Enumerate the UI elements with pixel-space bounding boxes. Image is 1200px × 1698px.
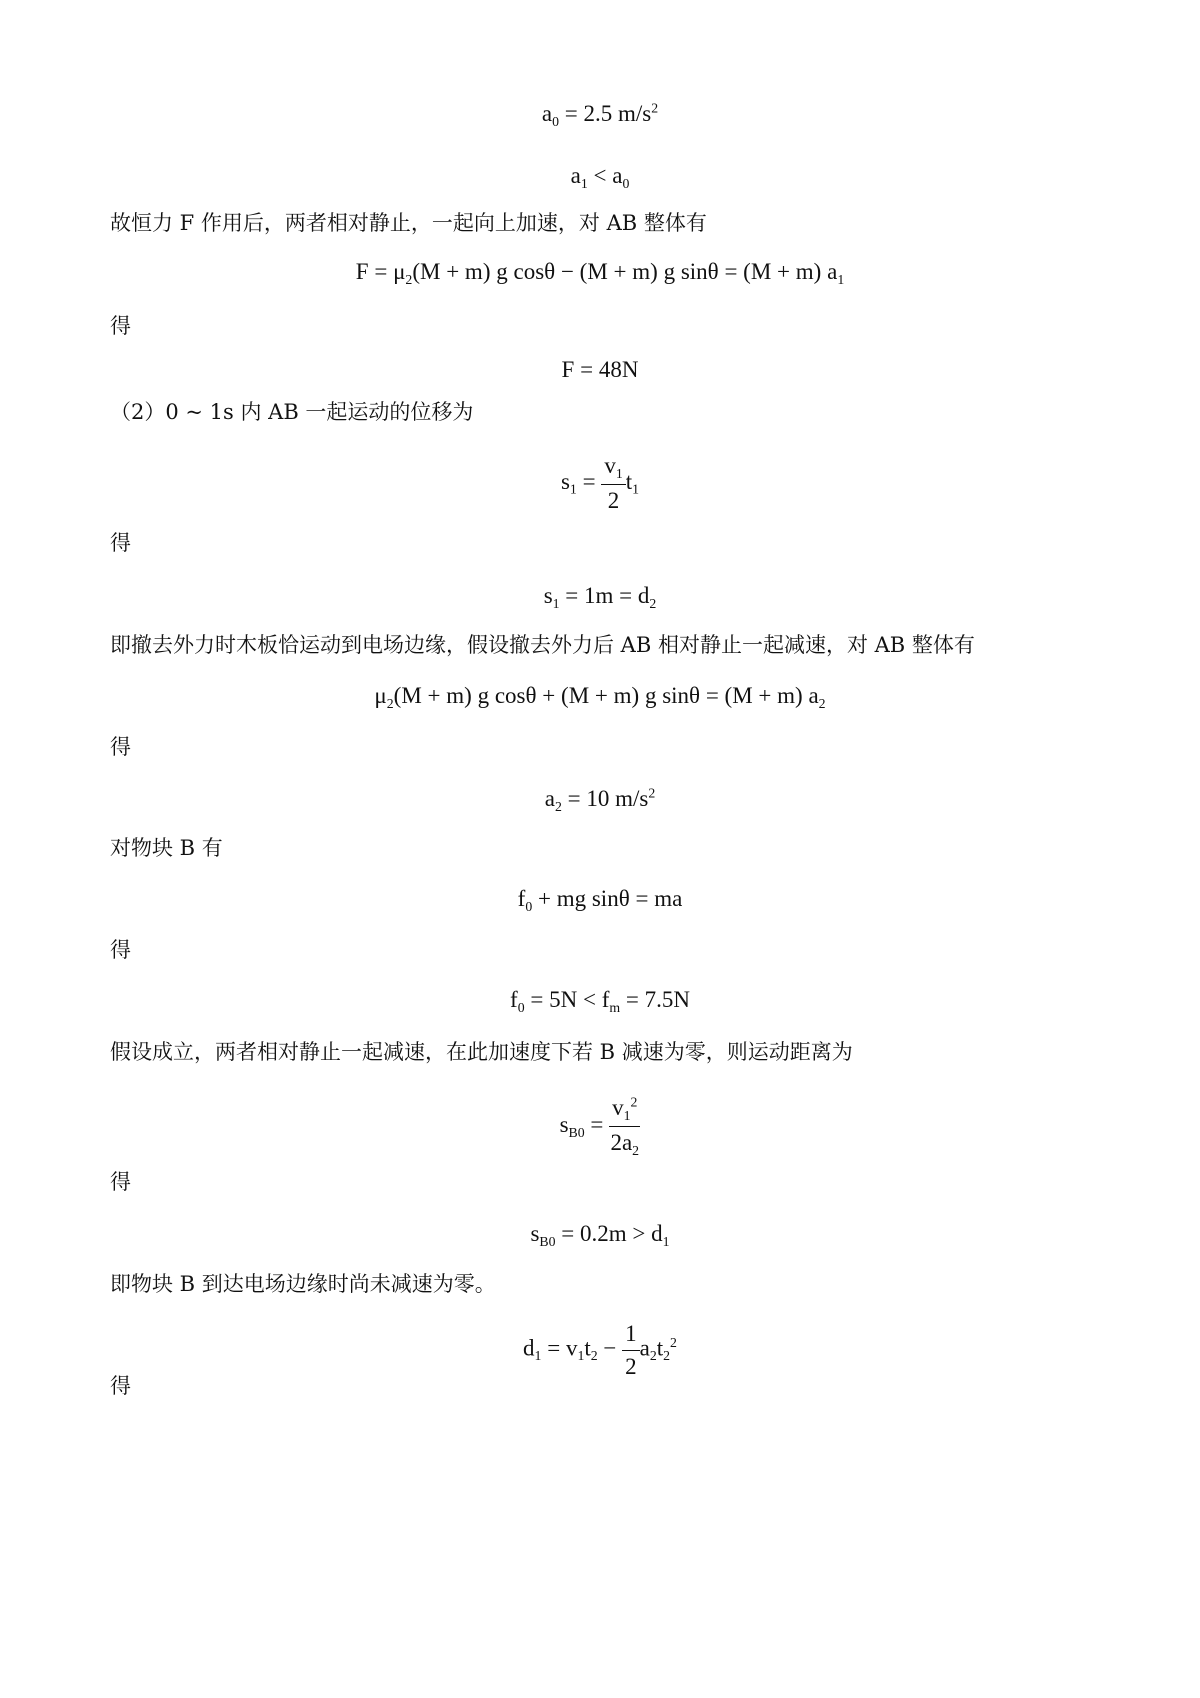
text-line-12: 得 [110,1374,131,1398]
text-line-8: 得 [110,938,131,962]
equation-sB0-value: $s_{B0} = 0.2m > d_1$ [530,1221,670,1249]
equation-sB0-fraction: $s_{B0}$ = $\frac{v_1^2}{2a_2}$ [559,1094,640,1159]
equation-F-value: F = 48N [561,357,639,382]
text-line-5: 即撤去外力时木板恰运动到电场边缘，假设撤去外力后 AB 相对静止一起减速，对 AB 整体有 [110,633,975,657]
text-line-7: 对物块 B 有 [110,836,223,860]
text-line-1: 故恒力 F 作用后，两者相对静止，一起向上加速，对 AB 整体有 [110,211,707,235]
text-line-11: 即物块 B 到达电场边缘时尚未减速为零。 [110,1272,496,1296]
text-line-3: （2）0 ~ 1s 内 AB 一起运动的位移为 [110,400,474,424]
equation-force-balance-up: $F = \mu_2(M + m)$ g cosθ − (M + m) g sinθ = (M + m) $a_1$ [355,259,845,287]
equation-block-b-force: $f_0$ + mg sinθ = ma [517,886,683,914]
equation-d1-kinematics: $d_1 = v_1t_2$ − $\frac{1}{2}$ $a_2t_2^2$ [523,1321,677,1379]
text-line-4: 得 [110,531,131,555]
equation-a2-value: $a_2 = 10$ $m/s^2$ [544,785,656,814]
equation-a0: $a_0 = 2.5$ $m/s^2$ [541,100,659,129]
equation-s1-fraction: $s_1$ = $\frac{v_1}{2}$ $t_1$ [560,453,640,514]
text-line-2: 得 [110,314,131,338]
equation-f0-value: $f_0 = 5N < f_m = 7.5N$ [510,987,690,1015]
text-line-10: 得 [110,1170,131,1194]
equation-force-balance-down: $\mu_2(M + m)$ g cosθ + (M + m) g sinθ = (M + m) $a_2$ [374,683,826,711]
equation-a1-less-a0: $a_1 < a_0$ [570,163,630,191]
text-line-6: 得 [110,735,131,759]
equation-s1-value: $s_1 = 1m = d_2$ [543,583,657,611]
text-line-9: 假设成立，两者相对静止一起减速，在此加速度下若 B 减速为零，则运动距离为 [110,1040,853,1064]
